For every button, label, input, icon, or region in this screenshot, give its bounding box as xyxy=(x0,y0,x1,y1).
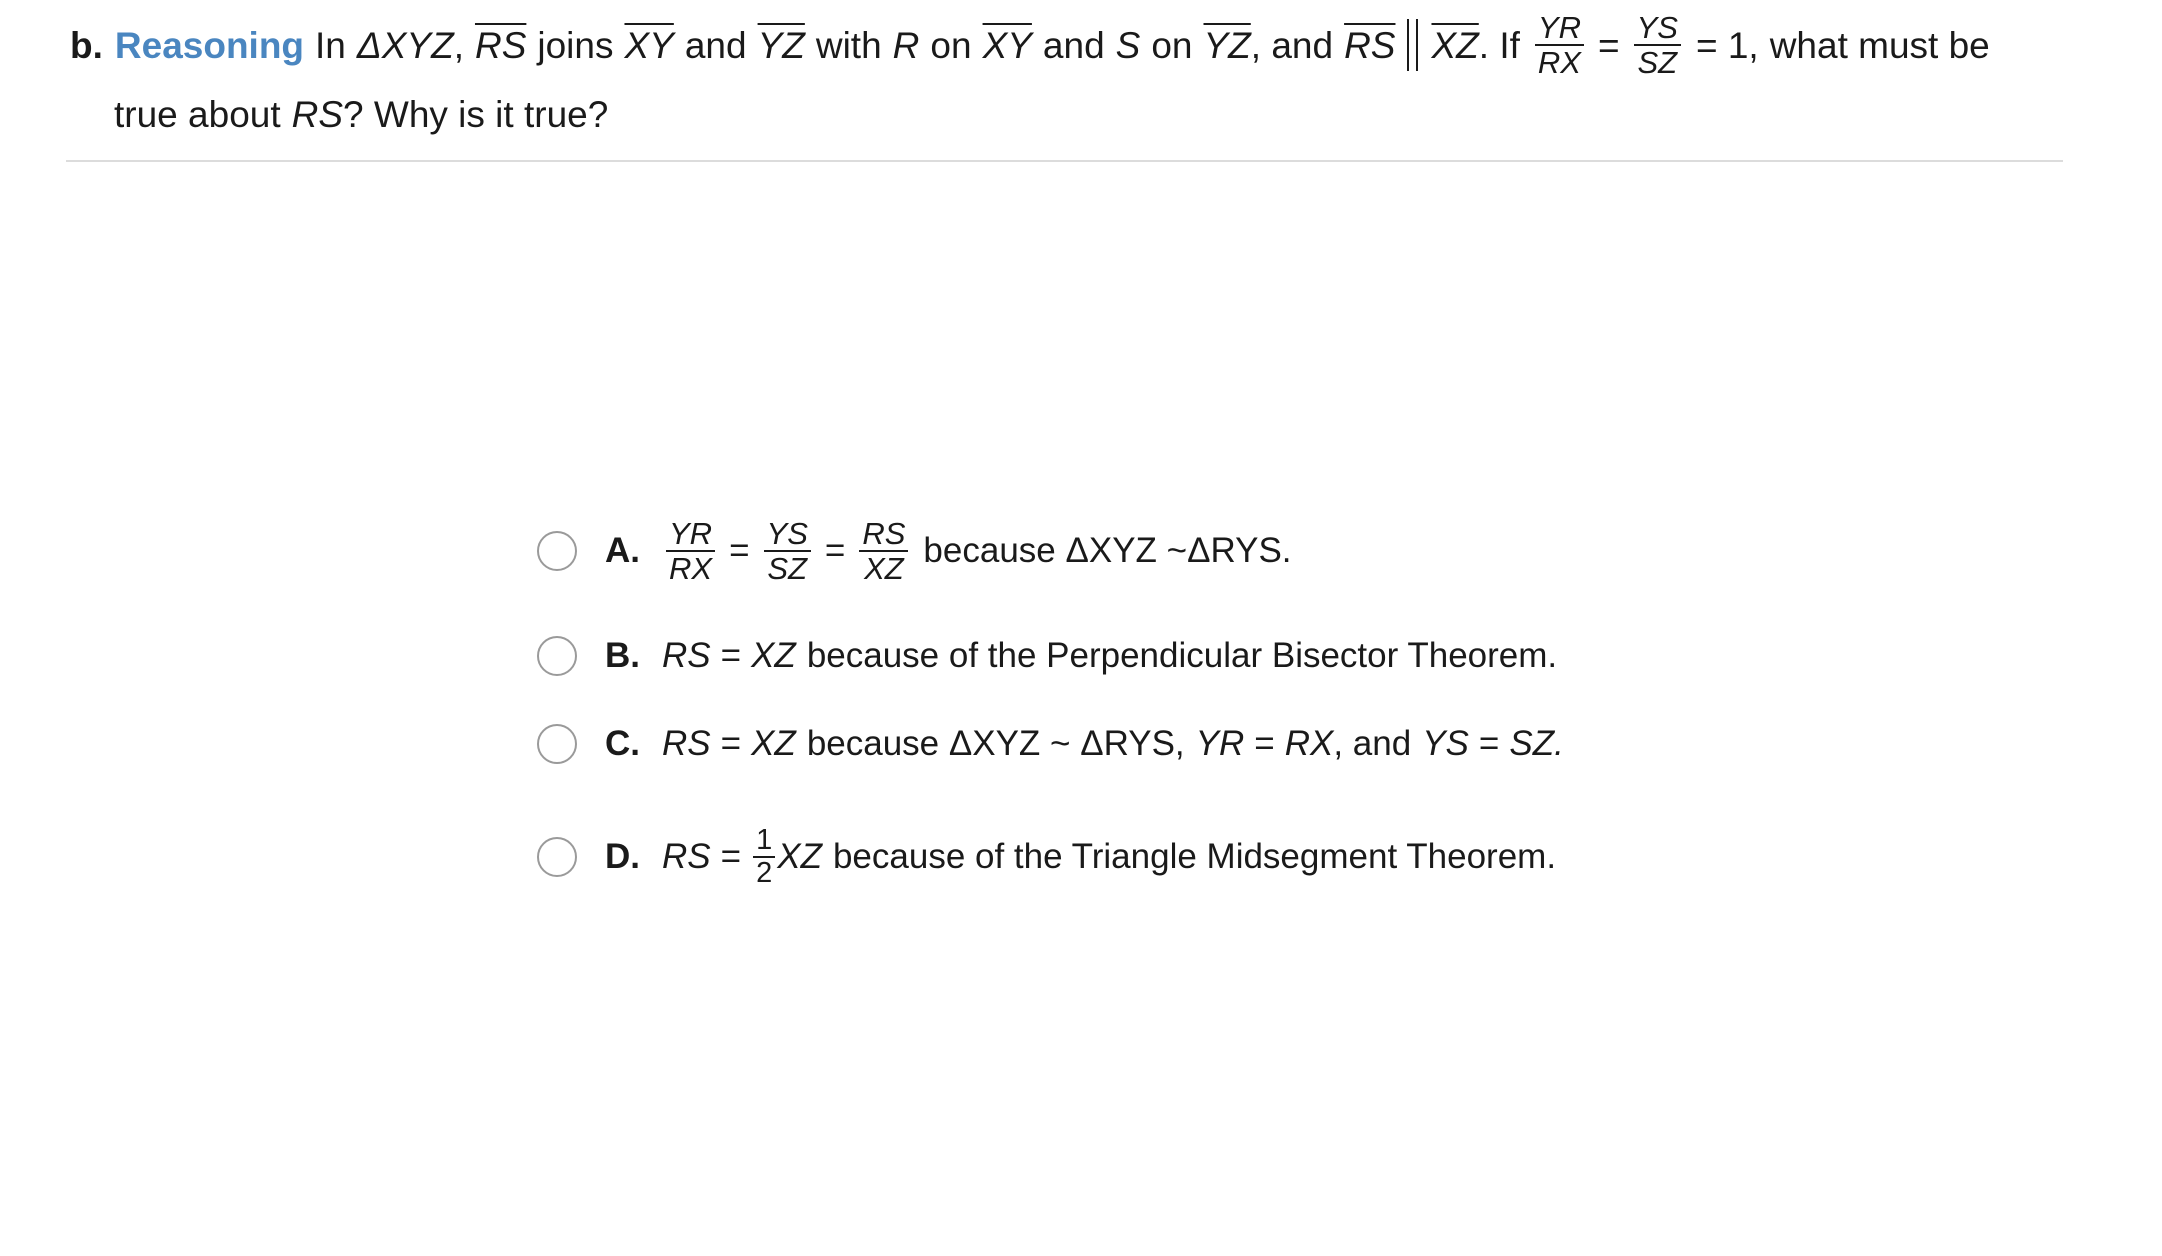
fraction-numerator: RS xyxy=(859,518,908,552)
text-and: , and xyxy=(1333,724,1412,763)
fraction-numerator: YS xyxy=(764,518,811,552)
choice-reason: because ΔXYZ ~ΔRYS. xyxy=(923,531,1292,570)
segment-xy: $\overline{XY}$ xyxy=(624,24,674,66)
fraction-denominator: SZ xyxy=(767,551,808,586)
fraction-yr-rx xyxy=(1535,12,1584,78)
fraction-numerator: 1 xyxy=(753,826,775,858)
fraction-one-half xyxy=(753,826,775,888)
radio-button-b[interactable] xyxy=(537,636,577,676)
text-why: ? Why is it true? xyxy=(343,93,609,135)
fraction-yr-rx xyxy=(666,518,715,584)
text-with: with xyxy=(815,24,882,66)
fraction-numerator: YS xyxy=(1634,12,1681,46)
text-tail: what must be xyxy=(1769,24,1990,66)
segment-yz-2: $\overline{YZ}$ xyxy=(1203,24,1251,66)
choice-d[interactable] xyxy=(537,826,1556,888)
equals-sign: = xyxy=(729,531,750,570)
divider xyxy=(66,160,2063,162)
fraction-denominator: XZ xyxy=(864,551,904,586)
radio-button-a[interactable] xyxy=(537,531,577,571)
segment-sz: SZ. xyxy=(1509,724,1564,763)
segment-rx: RX xyxy=(1284,724,1334,763)
parallel-symbol xyxy=(1401,19,1425,71)
rhs: XZ xyxy=(751,636,796,675)
fraction-ys-sz xyxy=(1634,12,1681,78)
text-and: and xyxy=(684,24,747,66)
comma: , xyxy=(453,24,464,66)
choice-reason: because ΔXYZ ~ ΔRYS, xyxy=(806,724,1185,763)
segment-ys: YS xyxy=(1422,724,1469,763)
lhs: RS xyxy=(662,837,711,876)
radio-button-d[interactable] xyxy=(537,837,577,877)
equals-sign: = xyxy=(824,531,846,570)
choice-letter: C. xyxy=(605,724,640,763)
equals-sign: = xyxy=(1254,724,1275,763)
triangle-xyz: ΔXYZ xyxy=(356,24,454,66)
equals-sign: = xyxy=(720,724,742,763)
rhs: XZ xyxy=(777,837,822,876)
segment-rs-label: RS xyxy=(291,93,344,135)
segment-xz: $\overline{XZ}$ xyxy=(1431,24,1479,66)
fraction-denominator: RX xyxy=(669,551,713,586)
question-line-2 xyxy=(114,94,608,134)
choice-letter: D. xyxy=(605,837,640,876)
fraction-denominator: 2 xyxy=(756,857,773,889)
point-r: R xyxy=(892,24,920,66)
question-title: Reasoning xyxy=(114,24,305,66)
text-on: on xyxy=(930,24,972,66)
text-if: . If xyxy=(1478,24,1520,66)
fraction-rs-xz xyxy=(859,518,908,584)
choice-reason: because of the Perpendicular Bisector Theorem. xyxy=(806,636,1558,675)
equals-sign: = xyxy=(1478,724,1500,763)
fraction-ys-sz xyxy=(764,518,811,584)
choice-b[interactable] xyxy=(537,636,1557,676)
equals-sign: = xyxy=(720,837,742,876)
choice-letter: B. xyxy=(605,636,640,675)
fraction-denominator: RX xyxy=(1537,45,1581,80)
text-true-about: true about xyxy=(114,93,281,135)
segment-rs: $\overline{RS}$ xyxy=(474,24,527,66)
point-s: S xyxy=(1115,24,1141,66)
question-label: b. xyxy=(70,24,103,66)
segment-xy-2: $\overline{XY}$ xyxy=(982,24,1032,66)
text-in: In xyxy=(315,24,346,66)
lhs: RS xyxy=(662,636,711,675)
segment-yz: $\overline{YZ}$ xyxy=(757,24,805,66)
segment-yr: YR xyxy=(1195,724,1245,763)
text-comma-and: , and xyxy=(1250,24,1334,66)
segment-rs-2: $\overline{RS}$ xyxy=(1344,24,1396,66)
equals-sign: = xyxy=(1597,24,1620,66)
equals-sign: = xyxy=(720,636,742,675)
fraction-numerator: YR xyxy=(666,518,715,552)
radio-button-c[interactable] xyxy=(537,724,577,764)
text-joins: joins xyxy=(537,24,614,66)
question-line-1 xyxy=(70,10,1990,80)
text-and-2: and xyxy=(1042,24,1105,66)
choice-a[interactable] xyxy=(537,518,1292,584)
choice-c[interactable] xyxy=(537,724,1564,764)
choice-letter: A. xyxy=(605,531,640,570)
choice-reason: because of the Triangle Midsegment Theorem. xyxy=(832,837,1557,876)
lhs: RS xyxy=(662,724,711,763)
fraction-numerator: YR xyxy=(1535,12,1584,46)
rhs: XZ xyxy=(751,724,796,763)
text-on-2: on xyxy=(1151,24,1193,66)
fraction-denominator: SZ xyxy=(1637,45,1678,80)
equals-one: = 1, xyxy=(1695,24,1759,66)
